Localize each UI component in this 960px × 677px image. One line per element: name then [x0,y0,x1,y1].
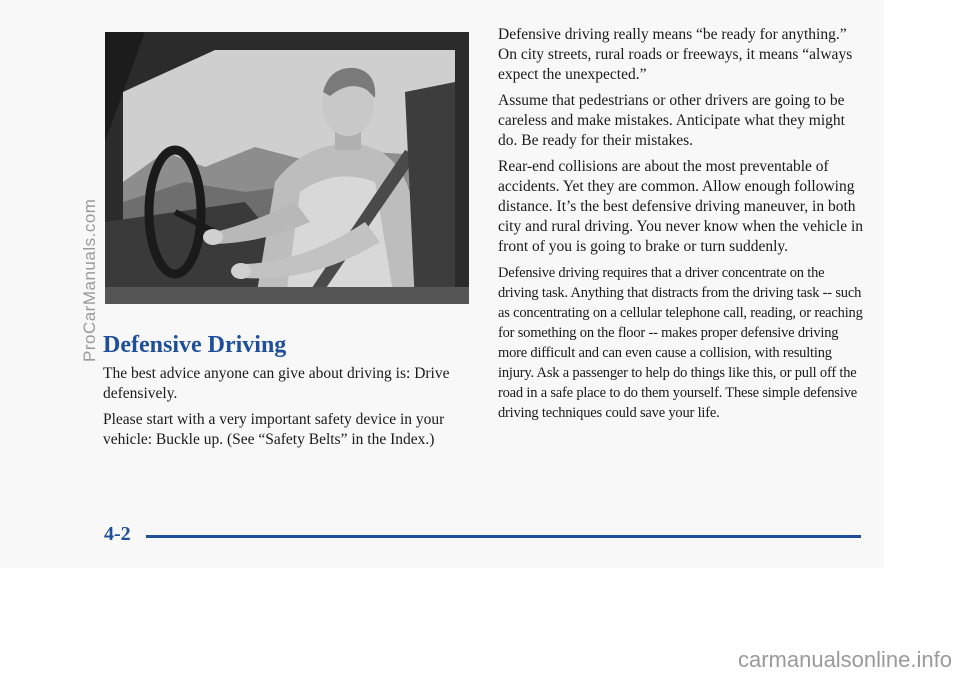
paragraph: Defensive driving requires that a driver concentrate on the driving task. Anything that distracts from the driving task -- such as concentrating on a cellular telephone call, reading, or reaching for something on the floor -- makes proper defensive driving more difficult and can even cause a collision, with resulting injury. Ask a passenger to help do things like this, or pull off the road in a safe place to do them yourself. These simple defensive driving techniques could save your life. [498,265,863,421]
left-column [103,364,463,456]
footer-watermark[interactable]: carmanualsonline.info [737,647,952,672]
paragraph: Defensive driving really means “be ready for anything.” On city streets, rural roads or freeways, it means “always expect the unexpected.” [498,26,853,83]
footer-rule [146,535,861,538]
right-column [498,25,868,429]
paragraph: Assume that pedestrians or other drivers are going to be careless and make mistakes. Anticipate what they might do. Be ready for their mistakes. [498,92,845,149]
paragraph: Rear-end collisions are about the most preventable of accidents. Yet they are common. Allow enough following distance. It’s the best defensive driving maneuver, in both city and rural driving. You never know when the vehicle in front of you is going to brake or turn suddenly. [498,158,864,255]
side-watermark: ProCarManuals.com [80,198,99,362]
paragraph: Please start with a very important safety device in your vehicle: Buckle up. (See “Safety Belts” in the Index.) [103,411,445,448]
page-number: 4-2 [104,523,131,545]
paragraph: The best advice anyone can give about driving is: Drive defensively. [103,365,450,402]
driver-illustration [105,32,469,304]
section-title: Defensive Driving [103,332,287,358]
driver-illustration-icon [105,32,469,304]
